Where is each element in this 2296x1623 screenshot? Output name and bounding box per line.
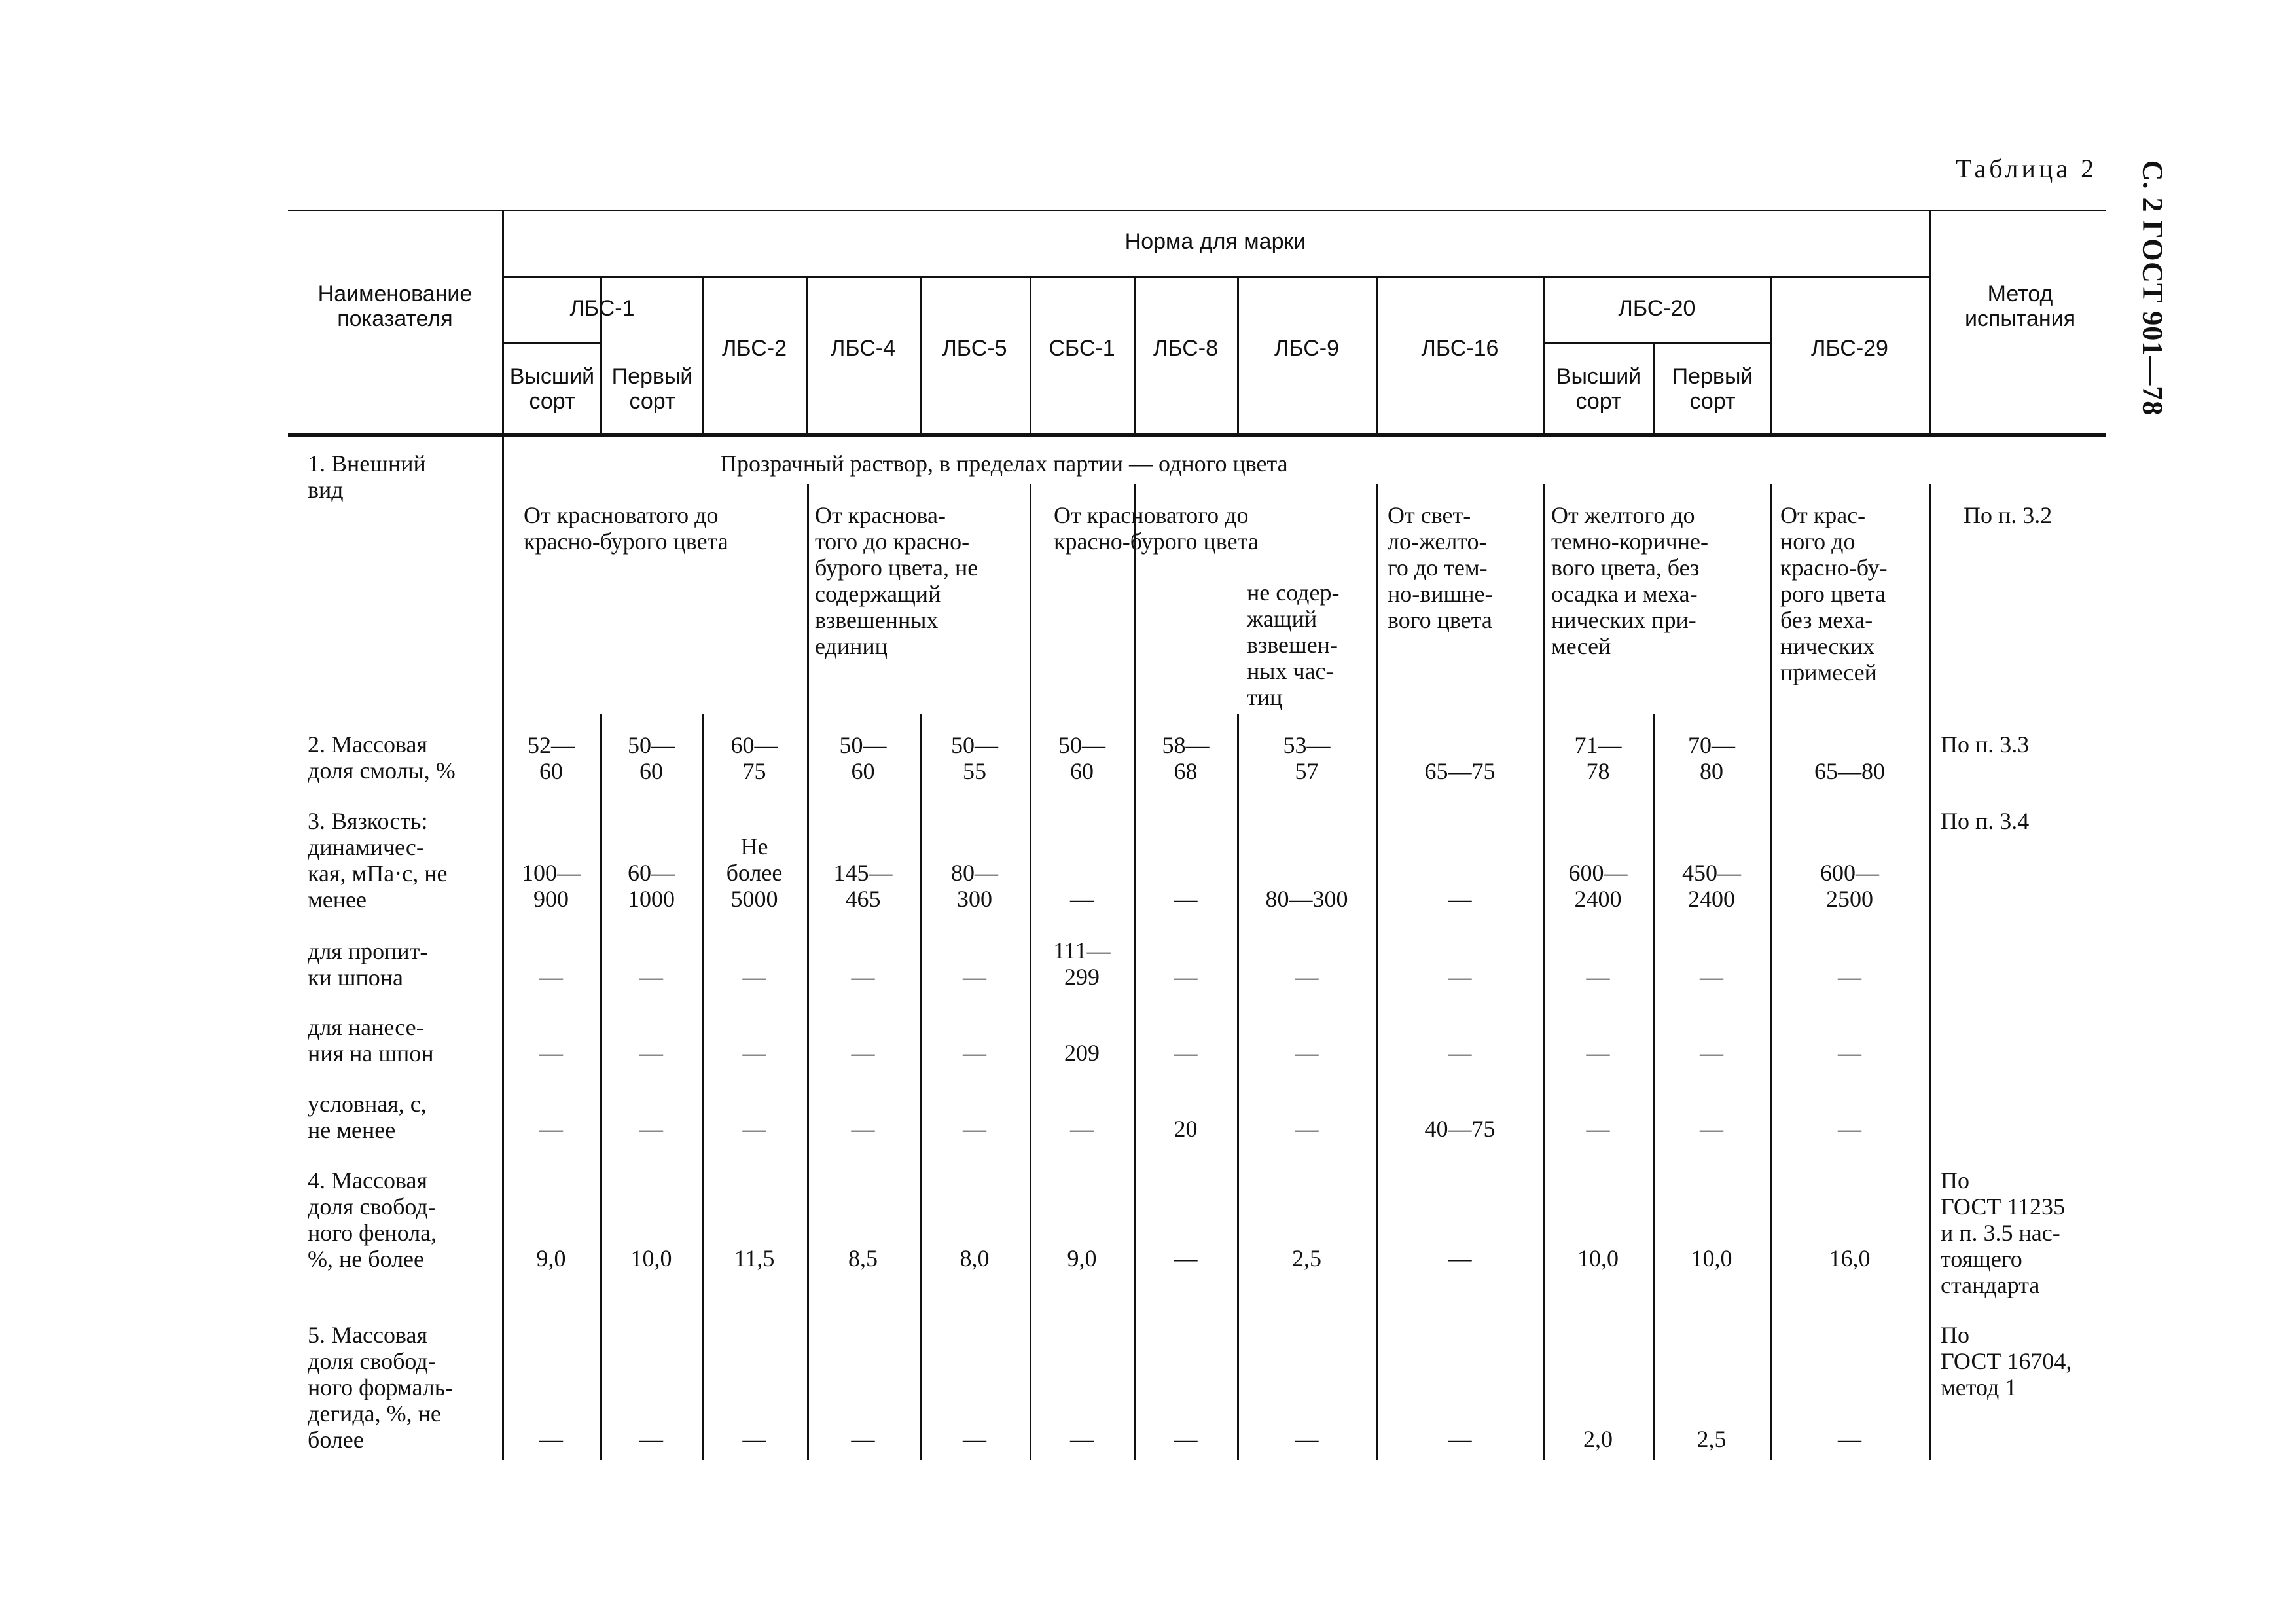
value-cell: —: [639, 1040, 663, 1066]
header-bottom-rule: [288, 433, 2106, 435]
value-cell: 80— 300: [951, 860, 998, 912]
row-name: 5. Массовая доля свобод- ного формаль- дегида, %, не более: [308, 1322, 454, 1453]
value-cell: —: [1700, 964, 1723, 990]
value-cell: Не более 5000: [726, 833, 783, 912]
value-cell: —: [1586, 964, 1610, 990]
table-caption: Таблица 2: [1956, 154, 2098, 183]
method-text: По ГОСТ 11235 и п. 3.5 нас- тоящего стандарта: [1941, 1167, 2066, 1298]
value-cell: 10,0: [1691, 1245, 1732, 1271]
appearance-text: От краснова- того до красно- бурого цвета, не содержащий взвешенных единиц: [815, 502, 978, 659]
value-cell: —: [851, 1040, 875, 1066]
value-cell: —: [963, 964, 986, 990]
value-cell: —: [1070, 1116, 1094, 1142]
mark-header: ЛБС-8: [1153, 336, 1219, 361]
value-cell: —: [1586, 1040, 1610, 1066]
value-cell: —: [1448, 1426, 1472, 1452]
value-cell: 16,0: [1829, 1245, 1871, 1271]
method-text: По п. 3.2: [1964, 502, 2053, 528]
value-cell: —: [1174, 886, 1198, 912]
appearance-text: От красноватого до красно-бурого цвета: [1054, 502, 1259, 555]
value-cell: 60— 75: [730, 732, 778, 784]
method-text: По п. 3.4: [1941, 808, 2030, 834]
value-cell: —: [1838, 1426, 1861, 1452]
value-cell: —: [1448, 1245, 1472, 1271]
lbs1-sort-rule: [502, 342, 600, 344]
value-cell: —: [1070, 1426, 1094, 1452]
value-cell: —: [1448, 964, 1472, 990]
row-name: для нанесе- ния на шпон: [308, 1014, 434, 1067]
value-cell: —: [851, 1116, 875, 1142]
value-cell: 100— 900: [522, 860, 581, 912]
body-divider-c0: [1134, 560, 1136, 714]
value-cell: 2,0: [1583, 1426, 1613, 1452]
body-divider-method: [1929, 484, 1931, 1460]
name-header: Наименование показателя: [317, 282, 473, 331]
value-cell: —: [1586, 1116, 1610, 1142]
value-cell: 111— 299: [1053, 938, 1111, 990]
value-cell: 600— 2400: [1568, 860, 1628, 912]
value-cell: —: [742, 964, 766, 990]
value-cell: —: [851, 1426, 875, 1452]
body-divider-name: [502, 435, 504, 1460]
value-cell: —: [1295, 1040, 1319, 1066]
value-cell: —: [539, 1426, 563, 1452]
value-cell: —: [1448, 886, 1472, 912]
value-cell: 65—80: [1814, 758, 1885, 784]
value-cell: 600— 2500: [1820, 860, 1879, 912]
value-cell: 52— 60: [528, 732, 575, 784]
value-cell: —: [639, 964, 663, 990]
mark-header: ЛБС-29: [1811, 336, 1888, 361]
value-cell: —: [1448, 1040, 1472, 1066]
row-name: 1. Внешний вид: [308, 450, 426, 503]
value-cell: —: [1070, 886, 1094, 912]
value-cell: —: [639, 1116, 663, 1142]
value-cell: —: [539, 1116, 563, 1142]
table-top-rule: [288, 210, 2106, 211]
value-cell: 58— 68: [1162, 732, 1210, 784]
row-name: для пропит- ки шпона: [308, 938, 428, 991]
side-page-label: С. 2 ГОСТ 901—78: [2136, 160, 2169, 416]
sort-header: Первый сорт: [1672, 364, 1753, 414]
value-cell: 9,0: [536, 1245, 566, 1271]
appearance-text: От красноватого до красно-бурого цвета: [524, 502, 728, 555]
sort-header: Высший сорт: [509, 364, 595, 414]
value-cell: 10,0: [630, 1245, 672, 1271]
value-cell: 11,5: [734, 1245, 775, 1271]
value-cell: —: [1174, 1426, 1198, 1452]
value-cell: —: [742, 1040, 766, 1066]
value-cell: —: [639, 1426, 663, 1452]
value-cell: 9,0: [1067, 1245, 1097, 1271]
value-cell: 80—300: [1265, 886, 1348, 912]
value-cell: —: [963, 1040, 986, 1066]
value-cell: —: [1838, 964, 1861, 990]
body-divider-b4: [1653, 714, 1655, 1460]
body-divider-b1: [702, 714, 704, 1460]
value-cell: —: [742, 1426, 766, 1452]
value-cell: 60— 1000: [628, 860, 675, 912]
lbs20-sort-rule: [1543, 342, 1770, 344]
value-cell: 8,5: [848, 1245, 878, 1271]
mark-header: ЛБС-1: [569, 296, 635, 321]
norm-header: Норма для марки: [1124, 229, 1306, 254]
value-cell: 145— 465: [833, 860, 893, 912]
header-divider-method: [1929, 210, 1931, 433]
value-cell: 10,0: [1577, 1245, 1619, 1271]
norm-header-rule: [502, 276, 1929, 278]
span-text: Прозрачный раствор, в пределах партии — одного цвета: [720, 450, 1288, 477]
value-cell: 50— 55: [951, 732, 998, 784]
value-cell: 209: [1064, 1040, 1100, 1066]
body-divider-b3: [1237, 714, 1239, 1460]
body-divider-b2: [920, 714, 922, 1460]
value-cell: —: [1174, 1245, 1198, 1271]
appearance-text: От желтого до темно-коричне- вого цвета, без осадка и меха- нических при- месей: [1551, 502, 1709, 659]
value-cell: —: [539, 964, 563, 990]
value-cell: 40—75: [1424, 1116, 1496, 1142]
value-cell: 50— 60: [839, 732, 887, 784]
row-name: 2. Массовая доля смолы, %: [308, 731, 456, 784]
value-cell: —: [1174, 1040, 1198, 1066]
method-text: По п. 3.3: [1941, 731, 2030, 757]
value-cell: 50— 60: [628, 732, 675, 784]
value-cell: —: [963, 1426, 986, 1452]
mark-header: ЛБС-20: [1618, 296, 1696, 321]
value-cell: —: [1700, 1040, 1723, 1066]
mark-header: ЛБС-16: [1421, 336, 1499, 361]
value-cell: 71— 78: [1574, 732, 1622, 784]
value-cell: 8,0: [960, 1245, 990, 1271]
value-cell: —: [1838, 1116, 1861, 1142]
value-cell: 2,5: [1292, 1245, 1321, 1271]
sort-header: Высший сорт: [1556, 364, 1641, 414]
header-bottom-rule-2: [288, 435, 2106, 437]
value-cell: —: [963, 1116, 986, 1142]
appearance-text: От крас- ного до красно-бу- рого цвета без меха- нических примесей: [1780, 502, 1888, 685]
value-cell: 70— 80: [1688, 732, 1735, 784]
value-cell: —: [1295, 1426, 1319, 1452]
value-cell: —: [1838, 1040, 1861, 1066]
value-cell: —: [1174, 964, 1198, 990]
mark-header: ЛБС-5: [942, 336, 1007, 361]
value-cell: 450— 2400: [1682, 860, 1741, 912]
body-divider-b0: [600, 714, 602, 1460]
value-cell: —: [1700, 1116, 1723, 1142]
appearance-text: не содер- жащий взвешен- ных час- тиц: [1247, 579, 1340, 710]
sort-header: Первый сорт: [611, 364, 693, 414]
value-cell: —: [742, 1116, 766, 1142]
mark-header: ЛБС-9: [1274, 336, 1340, 361]
value-cell: 20: [1174, 1116, 1198, 1142]
method-header: Метод испытания: [1964, 282, 2076, 331]
mark-header: ЛБС-2: [721, 336, 787, 361]
row-name: условная, с, не менее: [308, 1091, 427, 1143]
appearance-text: От свет- ло-желто- го до тем- но-вишне- вого цвета: [1388, 502, 1493, 633]
value-cell: —: [851, 964, 875, 990]
row-name: 4. Массовая доля свобод- ного фенола, %, не более: [308, 1167, 437, 1272]
value-cell: 65—75: [1424, 758, 1496, 784]
value-cell: 53— 57: [1283, 732, 1331, 784]
method-text: По ГОСТ 16704, метод 1: [1941, 1322, 2072, 1400]
value-cell: —: [1295, 964, 1319, 990]
mark-header: СБС-1: [1049, 336, 1115, 361]
value-cell: 2,5: [1696, 1426, 1727, 1452]
value-cell: 50— 60: [1058, 732, 1105, 784]
value-cell: —: [1295, 1116, 1319, 1142]
mark-header: ЛБС-4: [830, 336, 896, 361]
value-cell: —: [539, 1040, 563, 1066]
row-name: 3. Вязкость: динамичес- кая, мПа·с, не менее: [308, 808, 448, 913]
